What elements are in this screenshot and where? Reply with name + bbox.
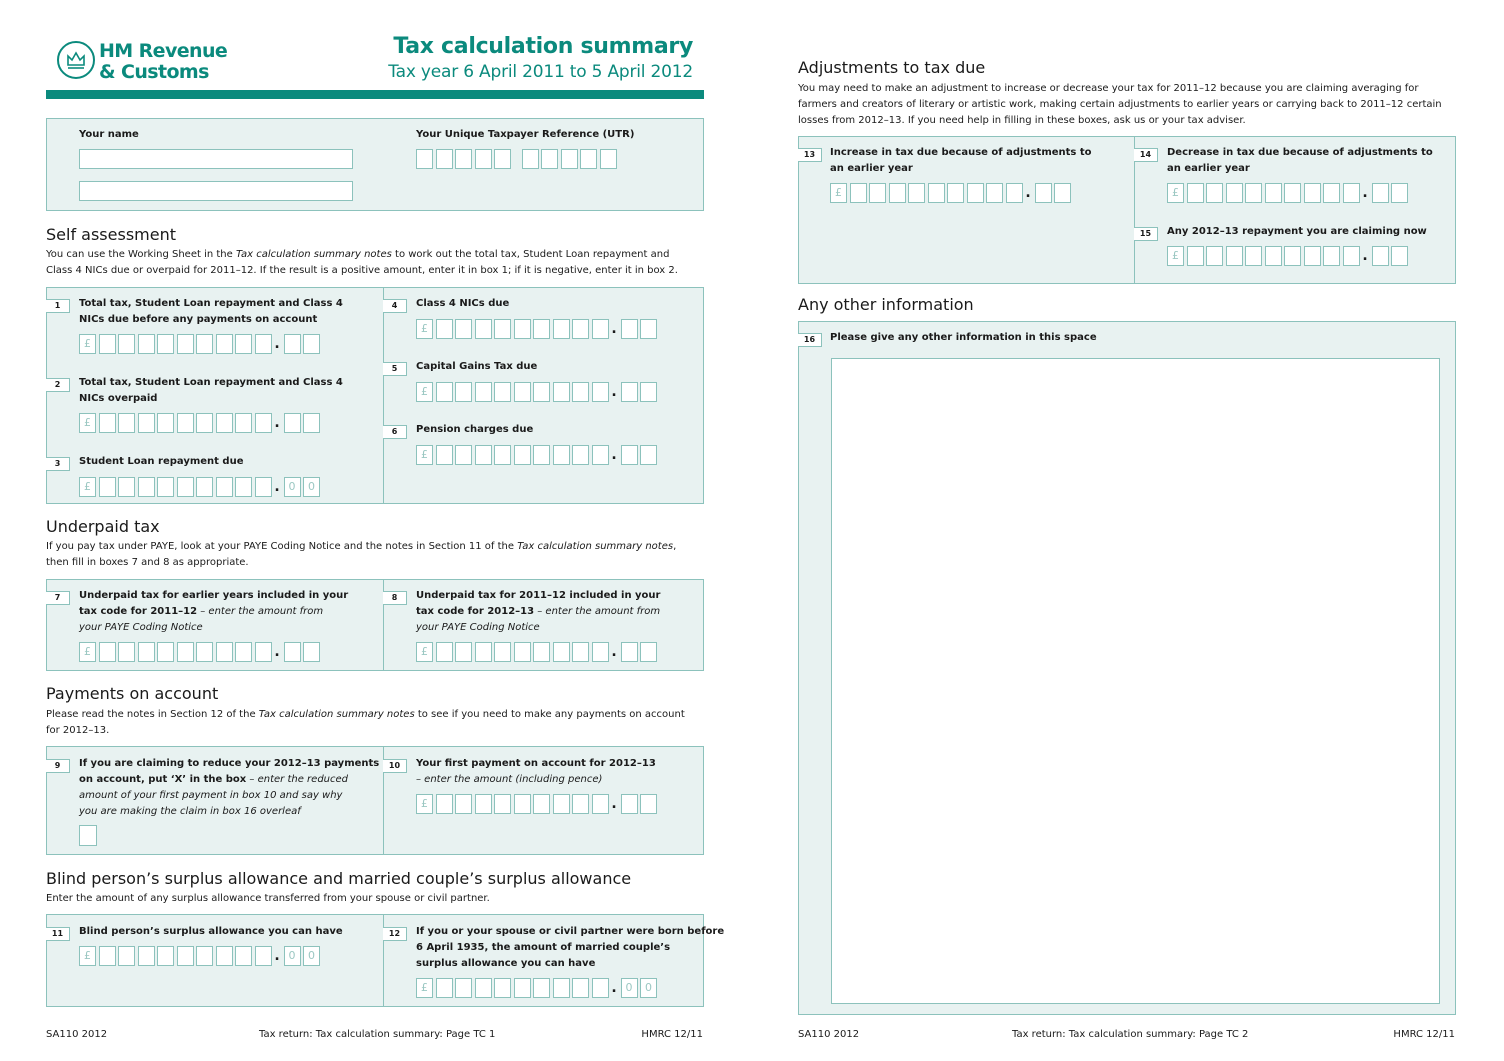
pound-sign: £ [416,382,433,402]
amount-digit[interactable] [494,319,511,339]
box-8-label: Underpaid tax for 2011–12 included in your tax code for 2012–13 – enter the amount from your PAYE Coding Notice [416,590,661,633]
box-number-14: 14 [1134,148,1158,162]
pound-sign: £ [416,445,433,465]
amount-digit[interactable] [533,319,550,339]
amount-digit[interactable] [592,445,609,465]
box-15-amount-field[interactable] [1167,246,1411,266]
amount-digit[interactable] [1284,183,1301,203]
amount-digit[interactable] [157,642,174,662]
amount-digit[interactable] [1284,246,1301,266]
box-number-16: 16 [798,333,822,347]
amount-digit[interactable] [533,382,550,402]
pound-sign: £ [416,319,433,339]
amount-digit[interactable] [235,946,252,966]
amount-digit[interactable] [1187,246,1204,266]
box-13-label: Increase in tax due because of adjustments to an earlier year [830,147,1092,174]
amount-digit[interactable] [869,183,886,203]
pence-digit: 0 [284,946,301,966]
amount-digit[interactable] [494,445,511,465]
utr-digit[interactable] [522,149,539,169]
box-number-8: 8 [383,591,407,605]
amount-digit[interactable] [455,445,472,465]
utr-field[interactable] [416,149,619,169]
amount-digit[interactable] [196,477,213,497]
box-9-label: If you are claiming to reduce your 2012–13 payments on account, put ‘X’ in the box – enter the reduced amount of your first payment in box 10 and say why you are making the claim in box 16 overleaf [79,758,380,817]
amount-digit[interactable] [1343,246,1360,266]
amount-digit[interactable] [1304,183,1321,203]
amount-digit[interactable] [592,319,609,339]
amount-digit[interactable] [455,794,472,814]
box-1-amount-field[interactable] [79,334,323,354]
box-14-label: Decrease in tax due because of adjustments to an earlier year [1167,147,1433,174]
amount-digit[interactable] [1323,246,1340,266]
amount-digit[interactable] [475,319,492,339]
amount-digit[interactable] [455,319,472,339]
amount-digit[interactable] [436,382,453,402]
footer-version: HMRC 12/11 [641,1029,703,1040]
amount-digit[interactable] [99,413,116,433]
logo-line-2: & Customs [99,61,209,83]
box-5-amount-field[interactable] [416,382,660,402]
pence-digit[interactable] [303,642,320,662]
pence-digit[interactable] [621,642,638,662]
pence-digit[interactable] [303,334,320,354]
pound-sign: £ [79,946,96,966]
decimal-point: . [611,321,617,337]
box-3-amount-field[interactable] [79,477,323,497]
amount-digit[interactable] [475,978,492,998]
box-number-13: 13 [798,148,822,162]
amount-digit[interactable] [455,978,472,998]
amount-digit[interactable] [1206,246,1223,266]
pound-sign: £ [79,477,96,497]
box-number-5: 5 [383,362,407,376]
box-2-amount-field[interactable] [79,413,323,433]
pound-sign: £ [79,642,96,662]
amount-digit[interactable] [177,334,194,354]
surplus-allowance-heading: Blind person’s surplus allowance and married couple’s surplus allowance [46,869,632,888]
box-7-label: Underpaid tax for earlier years included in your tax code for 2011–12 – enter the amount from your PAYE Coding Notice [79,590,349,633]
pence-digit[interactable] [303,413,320,433]
amount-digit[interactable] [592,642,609,662]
amount-digit[interactable] [196,413,213,433]
amount-digit[interactable] [436,642,453,662]
utr-digit[interactable] [580,149,597,169]
amount-digit[interactable] [216,477,233,497]
amount-digit[interactable] [572,319,589,339]
amount-digit[interactable] [157,946,174,966]
box-6-label: Pension charges due [416,424,534,435]
adjustments-heading: Adjustments to tax due [798,58,986,77]
box-1-label: Total tax, Student Loan repayment and Class 4 NICs due before any payments on account [79,298,343,325]
column-divider [383,288,384,504]
amount-digit[interactable] [157,413,174,433]
pence-digit[interactable] [621,794,638,814]
box-number-11: 11 [46,927,70,941]
pence-digit[interactable] [640,642,657,662]
amount-digit[interactable] [138,334,155,354]
box-4-label: Class 4 NICs due [416,298,510,309]
amount-digit[interactable] [235,413,252,433]
amount-digit[interactable] [436,319,453,339]
amount-digit[interactable] [118,477,135,497]
decimal-point: . [1362,248,1368,264]
amount-digit[interactable] [177,946,194,966]
amount-digit[interactable] [138,946,155,966]
underpaid-tax-heading: Underpaid tax [46,517,160,536]
amount-digit[interactable] [514,642,531,662]
pence-digit[interactable] [1054,183,1071,203]
amount-digit[interactable] [196,334,213,354]
footer-form-code: SA110 2012 [798,1029,860,1040]
amount-digit[interactable] [216,334,233,354]
name-field-2[interactable] [79,181,353,201]
decimal-point: . [274,948,280,964]
pence-digit[interactable] [1372,183,1389,203]
amount-digit[interactable] [850,183,867,203]
amount-digit[interactable] [1343,183,1360,203]
box-15-label: Any 2012–13 repayment you are claiming now [1167,226,1427,237]
pound-sign: £ [416,642,433,662]
decimal-point: . [611,796,617,812]
name-label: Your name [79,129,139,140]
utr-digit[interactable] [600,149,617,169]
box-12-label: If you or your spouse or civil partner were born before 6 April 1935, the amount of married couple’s surplus allowance you can have [416,926,725,969]
amount-digit[interactable] [908,183,925,203]
decimal-point: . [1362,185,1368,201]
utr-digit[interactable] [455,149,472,169]
amount-digit[interactable] [947,183,964,203]
amount-digit[interactable] [99,946,116,966]
box-10-label: Your first payment on account for 2012–13 – enter the amount (including pence) [416,758,656,785]
pence-digit[interactable] [621,382,638,402]
page-title: Tax calculation summary [393,34,693,59]
amount-digit[interactable] [1265,246,1282,266]
box-number-9: 9 [46,759,70,773]
pence-digit[interactable] [1391,183,1408,203]
box-11-amount-field[interactable] [79,946,323,966]
self-assessment-text: You can use the Working Sheet in the Tax calculation summary notes to work out the total tax, Student Loan repayment and Class 4 NICs due or overpaid for 2011–12. If the result is a positive amount, enter it in box 1; if it is negative, enter it in box 2. [46,249,678,276]
amount-digit[interactable] [436,445,453,465]
amount-digit[interactable] [99,642,116,662]
decimal-point: . [611,447,617,463]
amount-digit[interactable] [514,382,531,402]
amount-digit[interactable] [1265,183,1282,203]
utr-digit[interactable] [541,149,558,169]
pound-sign: £ [830,183,847,203]
box-9-checkbox[interactable] [79,825,97,846]
amount-digit[interactable] [177,642,194,662]
box-number-4: 4 [383,299,407,313]
header-rule [46,90,704,99]
amount-digit[interactable] [475,642,492,662]
pound-sign: £ [79,413,96,433]
pence-digit[interactable] [621,445,638,465]
pence-digit: 0 [621,978,638,998]
amount-digit[interactable] [157,334,174,354]
box-11-label: Blind person’s surplus allowance you can have [79,926,343,937]
box-6-amount-field[interactable] [416,445,660,465]
amount-digit[interactable] [216,413,233,433]
amount-digit[interactable] [533,794,550,814]
amount-digit[interactable] [118,413,135,433]
amount-digit[interactable] [118,946,135,966]
pence-digit[interactable] [284,334,301,354]
box-8-amount-field[interactable] [416,642,660,662]
amount-digit[interactable] [1245,246,1262,266]
box-16-label: Please give any other information in this space [830,332,1097,343]
pound-sign: £ [1167,246,1184,266]
amount-digit[interactable] [235,642,252,662]
pence-digit: 0 [303,477,320,497]
adjustments-text: You may need to make an adjustment to increase or decrease your tax for 2011–12 because you are claiming averaging for farmers and creators of literary or artistic work, making certain adjustments to earlier years or carrying back to 2011–12 certain losses from 2012–13. If you need help in filling in these boxes, ask us or your tax adviser. [798,83,1442,126]
page-subtitle: Tax year 6 April 2011 to 5 April 2012 [388,62,693,82]
amount-digit[interactable] [138,642,155,662]
amount-digit[interactable] [196,946,213,966]
amount-digit[interactable] [553,445,570,465]
amount-digit[interactable] [553,382,570,402]
box-2-label: Total tax, Student Loan repayment and Class 4 NICs overpaid [79,377,343,404]
pence-digit[interactable] [640,382,657,402]
footer-page-title: Tax return: Tax calculation summary: Page TC 2 [1012,1029,1249,1040]
footer-version: HMRC 12/11 [1393,1029,1455,1040]
pound-sign: £ [79,334,96,354]
amount-digit[interactable] [494,642,511,662]
pence-digit[interactable] [1391,246,1408,266]
amount-digit[interactable] [592,382,609,402]
pence-digit[interactable] [640,445,657,465]
pence-digit: 0 [284,477,301,497]
amount-digit[interactable] [118,642,135,662]
crown-crest-icon [57,41,95,79]
amount-digit[interactable] [1206,183,1223,203]
box-number-3: 3 [46,457,70,471]
decimal-point: . [611,980,617,996]
box-10-amount-field[interactable] [416,794,660,814]
footer-form-code: SA110 2012 [46,1029,108,1040]
amount-digit[interactable] [533,445,550,465]
amount-digit[interactable] [255,946,272,966]
amount-digit[interactable] [475,794,492,814]
amount-digit[interactable] [235,477,252,497]
utr-digit[interactable] [475,149,492,169]
surplus-allowance-text: Enter the amount of any surplus allowance transferred from your spouse or civil partner. [46,893,490,904]
box-5-label: Capital Gains Tax due [416,361,538,372]
pence-digit[interactable] [1372,246,1389,266]
other-information-textarea[interactable] [831,358,1440,1004]
amount-digit[interactable] [1304,246,1321,266]
amount-digit[interactable] [572,445,589,465]
box-number-7: 7 [46,591,70,605]
pence-digit[interactable] [284,413,301,433]
pence-digit[interactable] [640,319,657,339]
utr-digit[interactable] [416,149,433,169]
amount-digit[interactable] [1187,183,1204,203]
box-number-1: 1 [46,299,70,313]
box-number-2: 2 [46,378,70,392]
amount-digit[interactable] [1226,246,1243,266]
underpaid-tax-text: If you pay tax under PAYE, look at your PAYE Coding Notice and the notes in Section 11 of the Tax calculation summary notes, then fill in boxes 7 and 8 as appropriate. [46,541,677,568]
decimal-point: . [274,336,280,352]
box-7-amount-field[interactable] [79,642,323,662]
amount-digit[interactable] [494,382,511,402]
amount-digit[interactable] [1245,183,1262,203]
pence-digit: 0 [640,978,657,998]
amount-digit[interactable] [514,978,531,998]
amount-digit[interactable] [216,642,233,662]
amount-digit[interactable] [889,183,906,203]
pence-digit: 0 [303,946,320,966]
amount-digit[interactable] [475,382,492,402]
amount-digit[interactable] [138,413,155,433]
amount-digit[interactable] [514,319,531,339]
logo-line-1: HM Revenue [99,40,228,62]
payments-on-account-heading: Payments on account [46,684,219,703]
amount-digit[interactable] [967,183,984,203]
amount-digit[interactable] [1323,183,1340,203]
amount-digit[interactable] [514,445,531,465]
amount-digit[interactable] [572,382,589,402]
pound-sign: £ [416,978,433,998]
box-number-15: 15 [1134,227,1158,241]
decimal-point: . [274,415,280,431]
amount-digit[interactable] [553,319,570,339]
amount-digit[interactable] [572,642,589,662]
amount-digit[interactable] [157,477,174,497]
box-13-amount-field[interactable] [830,183,1074,203]
footer-page-title: Tax return: Tax calculation summary: Page TC 1 [259,1029,496,1040]
decimal-point: . [611,384,617,400]
amount-digit[interactable] [216,946,233,966]
amount-digit[interactable] [928,183,945,203]
amount-digit[interactable] [455,382,472,402]
pence-digit[interactable] [1035,183,1052,203]
box-number-12: 12 [383,927,407,941]
decimal-point: . [274,479,280,495]
utr-digit[interactable] [436,149,453,169]
box-3-label: Student Loan repayment due [79,456,244,467]
amount-digit[interactable] [255,334,272,354]
amount-digit[interactable] [1226,183,1243,203]
pence-digit[interactable] [621,319,638,339]
amount-digit[interactable] [475,445,492,465]
amount-digit[interactable] [255,413,272,433]
pound-sign: £ [1167,183,1184,203]
amount-digit[interactable] [235,334,252,354]
decimal-point: . [611,644,617,660]
amount-digit[interactable] [533,978,550,998]
amount-digit[interactable] [494,978,511,998]
box-number-6: 6 [383,425,407,439]
amount-digit[interactable] [118,334,135,354]
amount-digit[interactable] [494,794,511,814]
pence-digit[interactable] [284,642,301,662]
amount-digit[interactable] [255,477,272,497]
amount-digit[interactable] [177,477,194,497]
amount-digit[interactable] [436,794,453,814]
amount-digit[interactable] [533,642,550,662]
utr-digit[interactable] [561,149,578,169]
name-field-1[interactable] [79,149,353,169]
amount-digit[interactable] [592,978,609,998]
amount-digit[interactable] [553,794,570,814]
amount-digit[interactable] [592,794,609,814]
amount-digit[interactable] [986,183,1003,203]
amount-digit[interactable] [177,413,194,433]
payments-on-account-text: Please read the notes in Section 12 of the Tax calculation summary notes to see if you need to make any payments on account for 2012–13. [46,709,685,736]
box-14-amount-field[interactable] [1167,183,1411,203]
amount-digit[interactable] [514,794,531,814]
decimal-point: . [274,644,280,660]
hmrc-logo [99,41,227,83]
utr-label: Your Unique Taxpayer Reference (UTR) [416,129,635,140]
amount-digit[interactable] [138,477,155,497]
amount-digit[interactable] [455,642,472,662]
amount-digit[interactable] [99,334,116,354]
amount-digit[interactable] [553,978,570,998]
decimal-point: . [1025,185,1031,201]
other-information-heading: Any other information [798,295,974,314]
amount-digit[interactable] [1006,183,1023,203]
box-12-amount-field[interactable] [416,978,660,998]
amount-digit[interactable] [99,477,116,497]
box-4-amount-field[interactable] [416,319,660,339]
amount-digit[interactable] [572,794,589,814]
utr-digit[interactable] [494,149,511,169]
amount-digit[interactable] [553,642,570,662]
pound-sign: £ [416,794,433,814]
amount-digit[interactable] [436,978,453,998]
amount-digit[interactable] [255,642,272,662]
amount-digit[interactable] [196,642,213,662]
box-number-10: 10 [383,759,407,773]
self-assessment-heading: Self assessment [46,225,176,244]
pence-digit[interactable] [640,794,657,814]
amount-digit[interactable] [572,978,589,998]
